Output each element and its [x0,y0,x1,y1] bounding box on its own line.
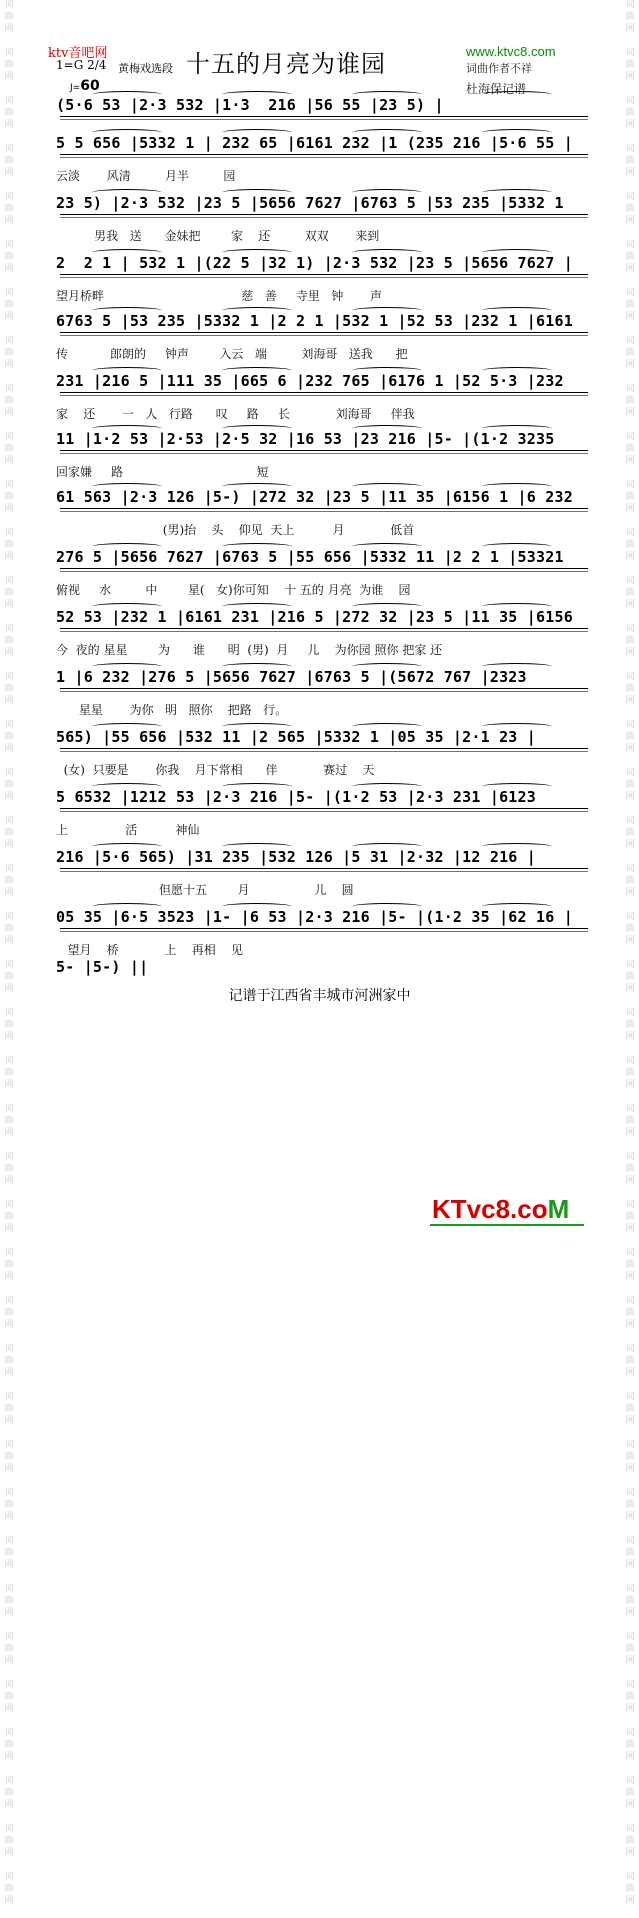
slur-mark [352,189,422,196]
beam-line [60,931,588,932]
beam-line [60,116,588,117]
beam-line [60,688,588,689]
transcriber-credit: 杜海保记谱 [466,82,527,96]
key-signature: 1=G 2/4 [56,58,107,72]
tempo-marking [70,78,100,94]
slur-mark [92,843,162,850]
slur-mark [222,91,292,98]
lyrics-text: 云淡 风清 月半 园 [56,169,236,183]
slur-mark [352,603,422,610]
slur-mark [352,783,422,790]
slur-mark [482,483,552,490]
slur-mark [222,903,292,910]
slur-mark [352,483,422,490]
beam-line [60,628,588,629]
logo-k: K [432,1194,451,1224]
lyrics-text: 回家嫌 路 短 [56,465,269,479]
slur-mark [352,367,422,374]
slur-mark [92,129,162,136]
score-line [52,548,600,604]
lyrics-text: 俯视 水 中 星( 女)你可知 十 五的 月亮 为谁 园 [56,583,411,597]
slur-mark [92,543,162,550]
beam-line [60,154,588,155]
slur-mark [92,723,162,730]
notation-text: 231 |216 5 |111 35 |665 6 |232 765 |6176 1 |52 5·3 |232 [56,372,564,390]
score-line [52,668,600,724]
beam-line [60,277,588,278]
slur-mark [222,603,292,610]
lyrics-text: (女) 只要是 你我 月下常相 伴 赛过 天 [56,763,375,777]
slur-mark [352,723,422,730]
slur-mark [482,189,552,196]
score-line [52,488,600,544]
composer-credit: 词曲作者不祥 [466,62,532,75]
beam-line [60,811,588,812]
score-line [52,254,600,310]
beam-line [60,871,588,872]
slur-mark [222,307,292,314]
lyrics-text: (男)抬 头 仰见 天上 月 低首 [56,523,415,537]
beam-line [60,808,588,809]
logo-underline [430,1224,584,1226]
notation-text: 61 563 |2·3 126 |5-) |272 32 |23 5 |11 35 |6156 1 |6 232 [56,488,573,506]
slur-mark [352,543,422,550]
score-line [52,848,600,904]
score-line [52,134,600,190]
beam-line [60,868,588,869]
slur-mark [92,783,162,790]
slur-mark [92,367,162,374]
notation-text: 5- |5-) || [56,958,149,976]
slur-mark [222,189,292,196]
slur-mark [352,129,422,136]
slur-mark [222,249,292,256]
slur-mark [222,425,292,432]
beam-line [60,928,588,929]
score-line [52,908,600,964]
notation-text: 23 5) |2·3 532 |23 5 |5656 7627 |6763 5 |53 235 |5332 1 [56,194,564,212]
score-line [52,788,600,844]
notation-text: 216 |5·6 565) |31 235 |532 126 |5 31 |2·32 |12 216 | [56,848,536,866]
lyrics-text: 星星 为你 明 照你 把路 行。 [56,703,288,717]
notation-text: 565) |55 656 |532 11 |2 565 |5332 1 |05 35 |2·1 23 | [56,728,536,746]
slur-mark [92,603,162,610]
slur-mark [222,663,292,670]
slur-mark [222,129,292,136]
lyrics-text: 家 还 一 人 行路 叹 路 长 刘海哥 伴我 [56,407,415,421]
brand-top-watermark: ktv音吧网 [48,46,108,61]
slur-mark [352,425,422,432]
slur-mark [92,189,162,196]
side-watermark-right: 词 曲 网 词 曲 网 词 曲 网 词 曲 网 词 曲 网 词 曲 网 词 曲 网 词 曲 网 词 曲 网 词 曲 网 词 曲 网 词 曲 网 词 曲 网 词 曲 网 词 曲 网 词 曲 网 词 曲 网 词 曲 网 词 曲 网 词 曲 网 词 曲 网 词 曲 网 词 曲 网 词 曲 网 词 曲 网 词 曲 网 词 曲 网 词 曲 网 词 曲 网 词 曲 网 词 曲 网 词 曲 网 词 曲 网 词 曲 网 词 曲 网 词 曲 网 词 曲 网 词 曲 网 词 曲 网 词 曲 网 [625,0,635,1906]
lyrics-text: 望月 桥 上 再相 见 [56,943,243,957]
notation-text: 11 |1·2 53 |2·53 |2·5 32 |16 53 |23 216 |5- |(1·2 3235 [56,430,555,448]
slur-mark [482,307,552,314]
beam-line [60,214,588,215]
tempo-value: 60 [80,78,100,94]
logo-rest: Tvc8.co [450,1194,548,1224]
slur-mark [92,249,162,256]
slur-mark [352,91,422,98]
beam-line [60,631,588,632]
beam-line [60,508,588,509]
slur-mark [482,843,552,850]
slur-mark [482,425,552,432]
beam-line [60,751,588,752]
slur-mark [482,603,552,610]
notation-text: 05 35 |6·5 3523 |1- |6 53 |2·3 216 |5- |(1·2 35 |62 16 | [56,908,573,926]
notation-text: 1 |6 232 |276 5 |5656 7627 |6763 5 |(5672 767 |2323 [56,668,527,686]
notation-text: 52 53 |232 1 |6161 231 |216 5 |272 32 |23 5 |11 35 |6156 [56,608,573,626]
ktvc8-logo [432,1194,569,1225]
score-line [52,194,600,250]
lyrics-text: 今 夜的 星星 为 谁 明 (男) 月 儿 为你园 照你 把家 还 [56,643,443,657]
beam-line [60,274,588,275]
slur-mark [482,249,552,256]
score-line [52,608,600,664]
slur-mark [482,783,552,790]
beam-line [60,691,588,692]
slur-mark [482,367,552,374]
slur-mark [482,723,552,730]
slur-mark [482,663,552,670]
slur-mark [92,483,162,490]
site-url: www.ktvc8.com [466,44,556,59]
slur-mark [92,91,162,98]
score-line [52,728,600,784]
beam-line [60,453,588,454]
side-watermark-left: 词 曲 网 词 曲 网 词 曲 网 词 曲 网 词 曲 网 词 曲 网 词 曲 网 词 曲 网 词 曲 网 词 曲 网 词 曲 网 词 曲 网 词 曲 网 词 曲 网 词 曲 网 词 曲 网 词 曲 网 词 曲 网 词 曲 网 词 曲 网 词 曲 网 词 曲 网 词 曲 网 词 曲 网 词 曲 网 词 曲 网 词 曲 网 词 曲 网 词 曲 网 词 曲 网 词 曲 网 词 曲 网 词 曲 网 词 曲 网 词 曲 网 词 曲 网 词 曲 网 词 曲 网 词 曲 网 词 曲 网 [4,0,14,1906]
notation-text: 276 5 |5656 7627 |6763 5 |55 656 |5332 11 |2 2 1 |53321 [56,548,564,566]
score-line [52,430,600,486]
beam-line [60,157,588,158]
slur-mark [222,723,292,730]
slur-mark [482,91,552,98]
lyrics-text: 但愿十五 月 儿 圆 [56,883,354,897]
beam-line [60,568,588,569]
beam-line [60,395,588,396]
beam-line [60,217,588,218]
slur-mark [352,843,422,850]
logo-m: M [547,1194,570,1224]
footer-note: 记谱于江西省丰城市河洲家中 [228,988,411,1004]
slur-mark [92,663,162,670]
slur-mark [92,903,162,910]
notation-text: 5 5 656 |5332 1 | 232 65 |6161 232 |1 (235 216 |5·6 55 | [56,134,573,152]
slur-mark [222,483,292,490]
slur-mark [222,843,292,850]
slur-mark [222,367,292,374]
slur-mark [352,903,422,910]
page-title: 十五的月亮为谁园 [186,50,386,78]
tempo-label: J= [70,83,81,93]
beam-line [60,571,588,572]
notation-text: 2 2 1 | 532 1 |(22 5 |32 1) |2·3 532 |23 5 |5656 7627 | [56,254,573,272]
score-line [52,372,600,428]
slur-mark [92,425,162,432]
slur-mark [352,307,422,314]
lyrics-text: 上 活 神仙 [56,823,200,837]
slur-mark [482,129,552,136]
slur-mark [482,903,552,910]
slur-mark [482,543,552,550]
beam-line [60,119,588,120]
beam-line [60,392,588,393]
slur-mark [92,307,162,314]
score-line [52,312,600,368]
lyrics-text: 传 郎朗的 钟声 入云 端 刘海哥 送我 把 [56,347,408,361]
slur-mark [352,249,422,256]
notation-text: 6763 5 |53 235 |5332 1 |2 2 1 |532 1 |52 53 |232 1 |6161 [56,312,573,330]
notation-text: (5·6 53 |2·3 532 |1·3 216 |56 55 |23 5) | [56,96,444,114]
lyrics-text: 男我 送 金妹把 家 还 双双 来到 [56,229,380,243]
slur-mark [352,663,422,670]
beam-line [60,450,588,451]
beam-line [60,511,588,512]
beam-line [60,335,588,336]
beam-line [60,332,588,333]
slur-mark [222,543,292,550]
subtitle: 黄梅戏选段 [118,62,173,75]
notation-text: 5 6532 |1212 53 |2·3 216 |5- |(1·2 53 |2·3 231 |6123 [56,788,536,806]
lyrics-text: 望月桥畔 慈 善 寺里 钟 声 [56,289,382,303]
beam-line [60,748,588,749]
slur-mark [222,783,292,790]
